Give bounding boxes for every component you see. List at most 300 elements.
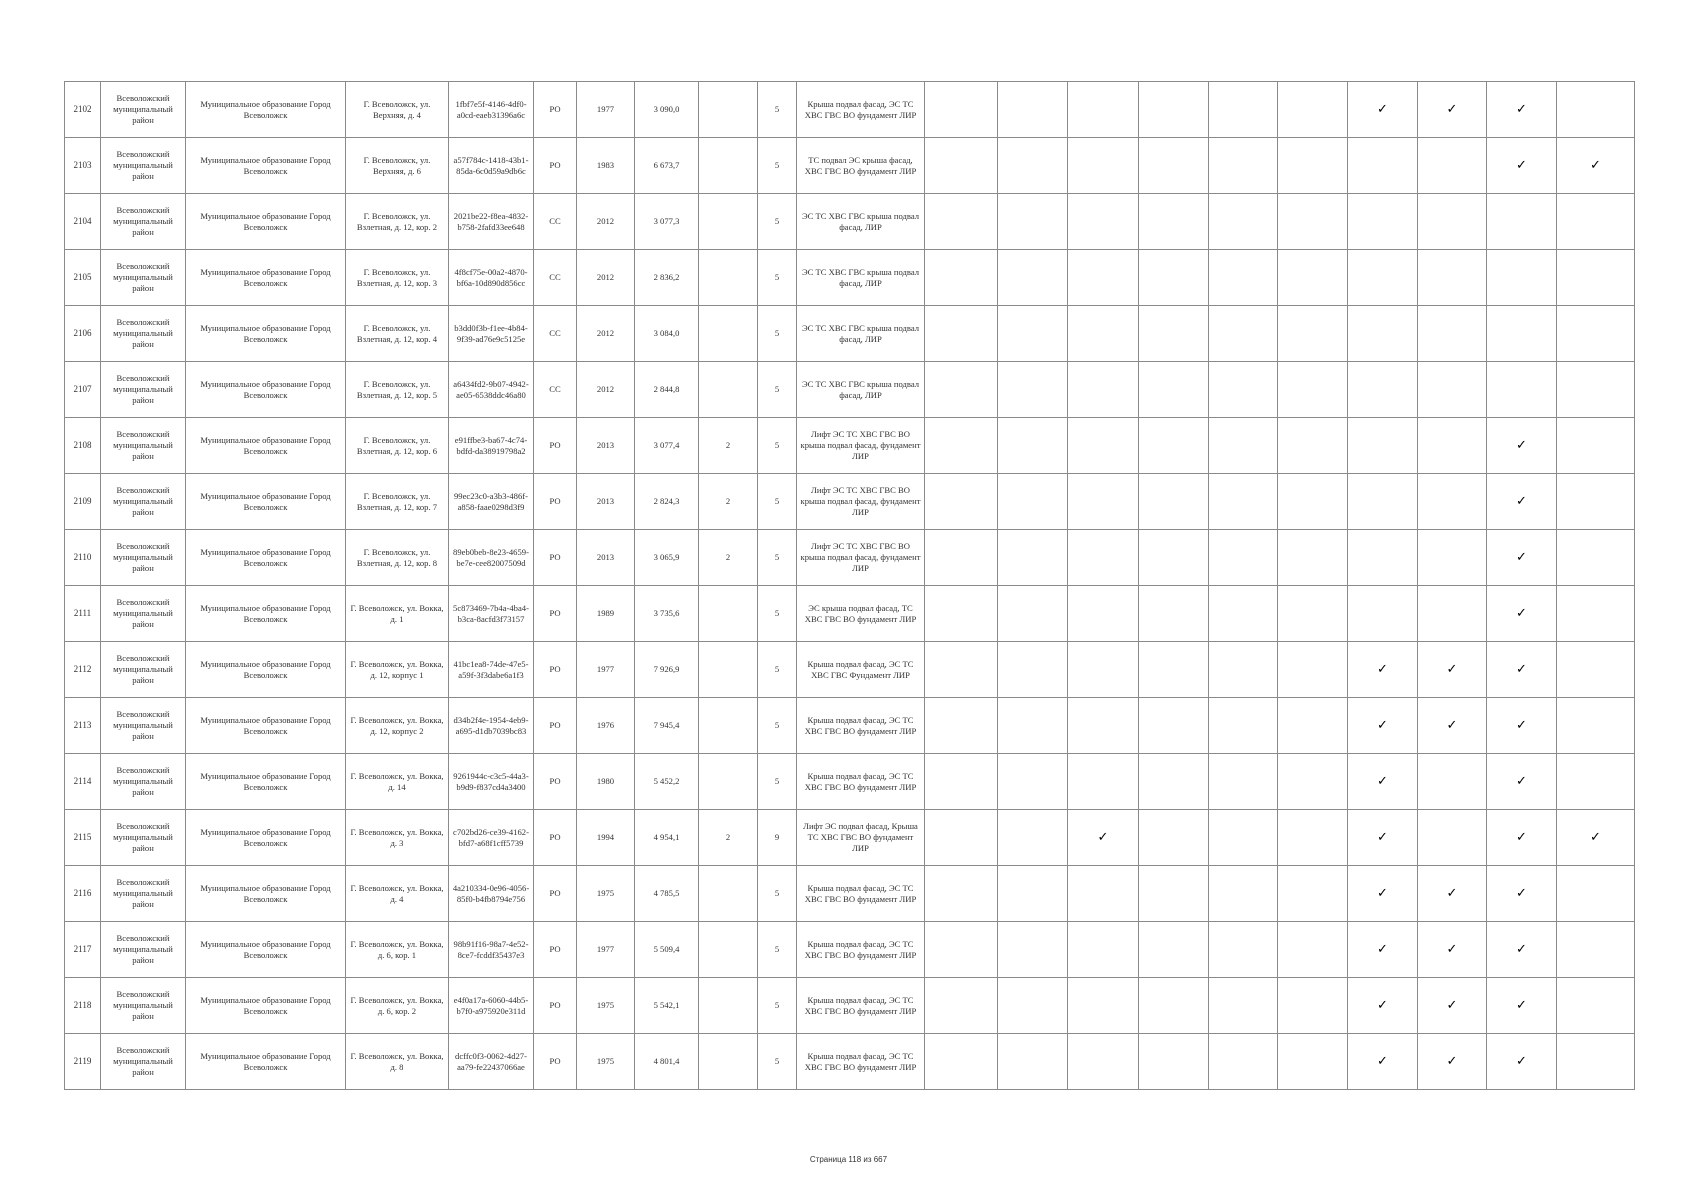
table-row (65, 306, 1635, 362)
area-cell: 7 945,4 (635, 698, 699, 754)
empty-check-cell (1418, 418, 1487, 474)
empty-check-cell (1487, 362, 1557, 418)
area-cell: 5 452,2 (635, 754, 699, 810)
year-built-cell: 1994 (577, 810, 635, 866)
works-list-cell: Крыша подвал фасад, ЭС ТС ХВС ГВС ВО фундамент ЛИР (797, 82, 925, 138)
checkmark-icon: ✓ (1487, 754, 1557, 810)
checkmark-icon: ✓ (1487, 810, 1557, 866)
address-cell: Г. Всеволожск, ул. Верхняя, д. 4 (346, 82, 449, 138)
empty-check-cell (1418, 306, 1487, 362)
empty-check-cell (1139, 866, 1209, 922)
table-row (65, 362, 1635, 418)
empty-check-cell (925, 418, 998, 474)
page-number-footer: Страница 118 из 667 (809, 1155, 888, 1164)
elevators-cell (699, 194, 758, 250)
year-built-cell: 2012 (577, 250, 635, 306)
works-list-cell: ЭС ТС ХВС ГВС крыша подвал фасад, ЛИР (797, 362, 925, 418)
works-list-cell: Крыша подвал фасад, ЭС ТС ХВС ГВС ВО фундамент ЛИР (797, 698, 925, 754)
year-built-cell: 1977 (577, 82, 635, 138)
empty-check-cell (1557, 698, 1635, 754)
row-number: 2116 (65, 866, 101, 922)
guid-cell: 4a210334-0e96-4056-85f0-b4fb8794e756 (449, 866, 534, 922)
address-cell: Г. Всеволожск, ул. Взлетная, д. 12, кор. 2 (346, 194, 449, 250)
area-cell: 7 926,9 (635, 642, 699, 698)
municipality-cell: Муниципальное образование Город Всеволожск (186, 474, 346, 530)
works-list-cell: Лифт ЭС подвал фасад, Крыша ТС ХВС ГВС ВО фундамент ЛИР (797, 810, 925, 866)
guid-cell: c702bd26-ce39-4162-bfd7-a68f1cff5739 (449, 810, 534, 866)
floors-cell: 5 (758, 250, 797, 306)
works-list-cell: ЭС ТС ХВС ГВС крыша подвал фасад, ЛИР (797, 194, 925, 250)
ownership-type-cell: РО (534, 642, 577, 698)
empty-check-cell (1348, 194, 1418, 250)
table-row (65, 698, 1635, 754)
empty-check-cell (925, 978, 998, 1034)
checkmark-icon: ✓ (1348, 642, 1418, 698)
year-built-cell: 2012 (577, 362, 635, 418)
empty-check-cell (1278, 194, 1348, 250)
checkmark-icon: ✓ (1487, 642, 1557, 698)
district-cell: Всеволожский муниципальный район (101, 530, 186, 586)
empty-check-cell (998, 810, 1068, 866)
district-cell: Всеволожский муниципальный район (101, 306, 186, 362)
empty-check-cell (1068, 642, 1139, 698)
empty-check-cell (1278, 586, 1348, 642)
empty-check-cell (925, 586, 998, 642)
address-cell: Г. Всеволожск, ул. Взлетная, д. 12, кор. 6 (346, 418, 449, 474)
elevators-cell (699, 250, 758, 306)
works-list-cell: Крыша подвал фасад, ЭС ТС ХВС ГВС ВО фундамент ЛИР (797, 922, 925, 978)
empty-check-cell (1418, 586, 1487, 642)
table-row (65, 194, 1635, 250)
year-built-cell: 1977 (577, 922, 635, 978)
empty-check-cell (1418, 810, 1487, 866)
empty-check-cell (1068, 138, 1139, 194)
empty-check-cell (1487, 250, 1557, 306)
empty-check-cell (998, 82, 1068, 138)
checkmark-icon: ✓ (1418, 642, 1487, 698)
empty-check-cell (925, 698, 998, 754)
municipality-cell: Муниципальное образование Город Всеволожск (186, 138, 346, 194)
empty-check-cell (1278, 138, 1348, 194)
empty-check-cell (998, 418, 1068, 474)
year-built-cell: 2012 (577, 194, 635, 250)
guid-cell: a6434fd2-9b07-4942-ae05-6538ddc46a80 (449, 362, 534, 418)
checkmark-icon: ✓ (1348, 922, 1418, 978)
empty-check-cell (1139, 418, 1209, 474)
year-built-cell: 1983 (577, 138, 635, 194)
works-list-cell: Крыша подвал фасад, ЭС ТС ХВС ГВС ВО фундамент ЛИР (797, 754, 925, 810)
empty-check-cell (1068, 418, 1139, 474)
works-list-cell: Крыша подвал фасад, ЭС ТС ХВС ГВС Фундамент ЛИР (797, 642, 925, 698)
address-cell: Г. Всеволожск, ул. Вокка, д. 12, корпус 1 (346, 642, 449, 698)
empty-check-cell (1209, 866, 1278, 922)
empty-check-cell (925, 138, 998, 194)
empty-check-cell (1209, 306, 1278, 362)
elevators-cell (699, 642, 758, 698)
works-list-cell: ЭС крыша подвал фасад, ТС ХВС ГВС ВО фундамент ЛИР (797, 586, 925, 642)
address-cell: Г. Всеволожск, ул. Вокка, д. 14 (346, 754, 449, 810)
empty-check-cell (1068, 922, 1139, 978)
empty-check-cell (1278, 698, 1348, 754)
row-number: 2107 (65, 362, 101, 418)
floors-cell: 5 (758, 194, 797, 250)
table-row (65, 138, 1635, 194)
address-cell: Г. Всеволожск, ул. Взлетная, д. 12, кор. 3 (346, 250, 449, 306)
empty-check-cell (998, 306, 1068, 362)
empty-check-cell (1418, 138, 1487, 194)
address-cell: Г. Всеволожск, ул. Взлетная, д. 12, кор. 5 (346, 362, 449, 418)
ownership-type-cell: РО (534, 138, 577, 194)
empty-check-cell (1068, 754, 1139, 810)
empty-check-cell (925, 530, 998, 586)
guid-cell: 5c873469-7b4a-4ba4-b3ca-8acfd3f73157 (449, 586, 534, 642)
table-row (65, 82, 1635, 138)
empty-check-cell (1068, 866, 1139, 922)
empty-check-cell (1418, 362, 1487, 418)
district-cell: Всеволожский муниципальный район (101, 698, 186, 754)
empty-check-cell (1557, 754, 1635, 810)
floors-cell: 5 (758, 922, 797, 978)
area-cell: 4 785,5 (635, 866, 699, 922)
elevators-cell (699, 586, 758, 642)
elevators-cell (699, 82, 758, 138)
empty-check-cell (998, 362, 1068, 418)
address-cell: Г. Всеволожск, ул. Вокка, д. 4 (346, 866, 449, 922)
empty-check-cell (1557, 474, 1635, 530)
empty-check-cell (925, 82, 998, 138)
table-row (65, 642, 1635, 698)
elevators-cell (699, 138, 758, 194)
area-cell: 3 077,4 (635, 418, 699, 474)
empty-check-cell (925, 754, 998, 810)
empty-check-cell (1348, 362, 1418, 418)
checkmark-icon: ✓ (1487, 82, 1557, 138)
empty-check-cell (1557, 250, 1635, 306)
row-number: 2117 (65, 922, 101, 978)
checkmark-icon: ✓ (1348, 82, 1418, 138)
empty-check-cell (1278, 530, 1348, 586)
elevators-cell (699, 754, 758, 810)
district-cell: Всеволожский муниципальный район (101, 754, 186, 810)
empty-check-cell (1278, 250, 1348, 306)
checkmark-icon: ✓ (1487, 922, 1557, 978)
empty-check-cell (1209, 530, 1278, 586)
empty-check-cell (1278, 1034, 1348, 1090)
empty-check-cell (1557, 922, 1635, 978)
empty-check-cell (1348, 250, 1418, 306)
empty-check-cell (998, 642, 1068, 698)
row-number: 2102 (65, 82, 101, 138)
address-cell: Г. Всеволожск, ул. Вокка, д. 8 (346, 1034, 449, 1090)
municipality-cell: Муниципальное образование Город Всеволожск (186, 82, 346, 138)
guid-cell: 99ec23c0-a3b3-486f-a858-faae0298d3f9 (449, 474, 534, 530)
checkmark-icon: ✓ (1418, 866, 1487, 922)
ownership-type-cell: РО (534, 418, 577, 474)
table-row (65, 530, 1635, 586)
table-row (65, 866, 1635, 922)
empty-check-cell (1209, 978, 1278, 1034)
works-list-cell: ТС подвал ЭС крыша фасад, ХВС ГВС ВО фундамент ЛИР (797, 138, 925, 194)
checkmark-icon: ✓ (1487, 698, 1557, 754)
table-row (65, 1034, 1635, 1090)
empty-check-cell (1139, 82, 1209, 138)
empty-check-cell (1278, 362, 1348, 418)
ownership-type-cell: СС (534, 306, 577, 362)
checkmark-icon: ✓ (1487, 138, 1557, 194)
empty-check-cell (925, 306, 998, 362)
table-row (65, 474, 1635, 530)
empty-check-cell (998, 474, 1068, 530)
empty-check-cell (1348, 306, 1418, 362)
elevators-cell (699, 362, 758, 418)
municipality-cell: Муниципальное образование Город Всеволожск (186, 418, 346, 474)
area-cell: 3 735,6 (635, 586, 699, 642)
district-cell: Всеволожский муниципальный район (101, 642, 186, 698)
empty-check-cell (1068, 698, 1139, 754)
empty-check-cell (1068, 1034, 1139, 1090)
checkmark-icon: ✓ (1348, 754, 1418, 810)
year-built-cell: 1976 (577, 698, 635, 754)
empty-check-cell (1557, 362, 1635, 418)
empty-check-cell (1418, 194, 1487, 250)
checkmark-icon: ✓ (1068, 810, 1139, 866)
empty-check-cell (925, 474, 998, 530)
empty-check-cell (925, 810, 998, 866)
checkmark-icon: ✓ (1557, 138, 1635, 194)
guid-cell: 9261944c-c3c5-44a3-b9d9-f837cd4a3400 (449, 754, 534, 810)
area-cell: 2 844,8 (635, 362, 699, 418)
checkmark-icon: ✓ (1487, 978, 1557, 1034)
empty-check-cell (1068, 250, 1139, 306)
empty-check-cell (1348, 418, 1418, 474)
municipality-cell: Муниципальное образование Город Всеволожск (186, 1034, 346, 1090)
checkmark-icon: ✓ (1348, 810, 1418, 866)
floors-cell: 5 (758, 306, 797, 362)
empty-check-cell (1557, 1034, 1635, 1090)
guid-cell: 98b91f16-98a7-4e52-8ce7-fcddf35437e3 (449, 922, 534, 978)
empty-check-cell (1139, 1034, 1209, 1090)
table-row (65, 586, 1635, 642)
floors-cell: 5 (758, 866, 797, 922)
municipality-cell: Муниципальное образование Город Всеволожск (186, 194, 346, 250)
municipality-cell: Муниципальное образование Город Всеволожск (186, 754, 346, 810)
empty-check-cell (925, 250, 998, 306)
empty-check-cell (1209, 474, 1278, 530)
empty-check-cell (1348, 530, 1418, 586)
checkmark-icon: ✓ (1487, 418, 1557, 474)
floors-cell: 5 (758, 754, 797, 810)
address-cell: Г. Всеволожск, ул. Верхняя, д. 6 (346, 138, 449, 194)
empty-check-cell (1209, 922, 1278, 978)
ownership-type-cell: РО (534, 698, 577, 754)
elevators-cell: 2 (699, 474, 758, 530)
empty-check-cell (1139, 250, 1209, 306)
ownership-type-cell: РО (534, 754, 577, 810)
checkmark-icon: ✓ (1418, 922, 1487, 978)
empty-check-cell (1557, 642, 1635, 698)
municipality-cell: Муниципальное образование Город Всеволожск (186, 810, 346, 866)
elevators-cell (699, 1034, 758, 1090)
empty-check-cell (1209, 754, 1278, 810)
guid-cell: d34b2f4e-1954-4eb9-a695-d1db7039bc83 (449, 698, 534, 754)
empty-check-cell (1278, 922, 1348, 978)
guid-cell: 41bc1ea8-74de-47e5-a59f-3f3dabe6a1f3 (449, 642, 534, 698)
empty-check-cell (1278, 866, 1348, 922)
works-list-cell: Лифт ЭС ТС ХВС ГВС ВО крыша подвал фасад, фундамент ЛИР (797, 418, 925, 474)
year-built-cell: 1980 (577, 754, 635, 810)
works-list-cell: Лифт ЭС ТС ХВС ГВС ВО крыша подвал фасад, фундамент ЛИР (797, 530, 925, 586)
district-cell: Всеволожский муниципальный район (101, 250, 186, 306)
district-cell: Всеволожский муниципальный район (101, 418, 186, 474)
checkmark-icon: ✓ (1418, 978, 1487, 1034)
works-list-cell: Крыша подвал фасад, ЭС ТС ХВС ГВС ВО фундамент ЛИР (797, 978, 925, 1034)
year-built-cell: 1977 (577, 642, 635, 698)
empty-check-cell (1278, 754, 1348, 810)
works-list-cell: Крыша подвал фасад, ЭС ТС ХВС ГВС ВО фундамент ЛИР (797, 866, 925, 922)
empty-check-cell (1278, 810, 1348, 866)
empty-check-cell (998, 530, 1068, 586)
checkmark-icon: ✓ (1348, 1034, 1418, 1090)
district-cell: Всеволожский муниципальный район (101, 138, 186, 194)
floors-cell: 5 (758, 978, 797, 1034)
elevators-cell (699, 306, 758, 362)
empty-check-cell (998, 698, 1068, 754)
address-cell: Г. Всеволожск, ул. Вокка, д. 3 (346, 810, 449, 866)
ownership-type-cell: СС (534, 194, 577, 250)
empty-check-cell (1209, 810, 1278, 866)
district-cell: Всеволожский муниципальный район (101, 586, 186, 642)
address-cell: Г. Всеволожск, ул. Взлетная, д. 12, кор. 8 (346, 530, 449, 586)
empty-check-cell (1418, 474, 1487, 530)
empty-check-cell (998, 586, 1068, 642)
empty-check-cell (1278, 474, 1348, 530)
empty-check-cell (1139, 642, 1209, 698)
empty-check-cell (1278, 82, 1348, 138)
address-cell: Г. Всеволожск, ул. Вокка, д. 6, кор. 1 (346, 922, 449, 978)
empty-check-cell (1278, 306, 1348, 362)
municipality-cell: Муниципальное образование Город Всеволожск (186, 866, 346, 922)
empty-check-cell (1068, 530, 1139, 586)
ownership-type-cell: РО (534, 586, 577, 642)
year-built-cell: 2012 (577, 306, 635, 362)
area-cell: 3 065,9 (635, 530, 699, 586)
row-number: 2112 (65, 642, 101, 698)
area-cell: 5 509,4 (635, 922, 699, 978)
empty-check-cell (998, 922, 1068, 978)
checkmark-icon: ✓ (1487, 586, 1557, 642)
area-cell: 3 084,0 (635, 306, 699, 362)
district-cell: Всеволожский муниципальный район (101, 978, 186, 1034)
year-built-cell: 2013 (577, 530, 635, 586)
empty-check-cell (1209, 1034, 1278, 1090)
empty-check-cell (1348, 138, 1418, 194)
elevators-cell (699, 978, 758, 1034)
empty-check-cell (1068, 362, 1139, 418)
guid-cell: e4f0a17a-6060-44b5-b7f0-a975920e311d (449, 978, 534, 1034)
elevators-cell: 2 (699, 418, 758, 474)
empty-check-cell (1068, 82, 1139, 138)
elevators-cell (699, 698, 758, 754)
empty-check-cell (1418, 754, 1487, 810)
year-built-cell: 1975 (577, 1034, 635, 1090)
row-number: 2111 (65, 586, 101, 642)
empty-check-cell (1139, 306, 1209, 362)
empty-check-cell (1139, 698, 1209, 754)
checkmark-icon: ✓ (1487, 530, 1557, 586)
municipality-cell: Муниципальное образование Город Всеволожск (186, 586, 346, 642)
checkmark-icon: ✓ (1487, 1034, 1557, 1090)
floors-cell: 5 (758, 1034, 797, 1090)
ownership-type-cell: РО (534, 474, 577, 530)
empty-check-cell (1139, 586, 1209, 642)
checkmark-icon: ✓ (1418, 698, 1487, 754)
empty-check-cell (998, 978, 1068, 1034)
empty-check-cell (1068, 474, 1139, 530)
municipality-cell: Муниципальное образование Город Всеволожск (186, 978, 346, 1034)
row-number: 2118 (65, 978, 101, 1034)
year-built-cell: 1975 (577, 978, 635, 1034)
empty-check-cell (1209, 642, 1278, 698)
district-cell: Всеволожский муниципальный район (101, 194, 186, 250)
checkmark-icon: ✓ (1487, 474, 1557, 530)
district-cell: Всеволожский муниципальный район (101, 82, 186, 138)
checkmark-icon: ✓ (1557, 810, 1635, 866)
empty-check-cell (1557, 866, 1635, 922)
empty-check-cell (1348, 474, 1418, 530)
empty-check-cell (1139, 922, 1209, 978)
empty-check-cell (1557, 586, 1635, 642)
guid-cell: a57f784c-1418-43b1-85da-6c0d59a9db6c (449, 138, 534, 194)
empty-check-cell (1278, 978, 1348, 1034)
empty-check-cell (1139, 138, 1209, 194)
address-cell: Г. Всеволожск, ул. Вокка, д. 1 (346, 586, 449, 642)
guid-cell: 2021be22-f8ea-4832-b758-2fafd33ee648 (449, 194, 534, 250)
row-number: 2105 (65, 250, 101, 306)
floors-cell: 5 (758, 586, 797, 642)
municipality-cell: Муниципальное образование Город Всеволожск (186, 362, 346, 418)
address-cell: Г. Всеволожск, ул. Вокка, д. 12, корпус 2 (346, 698, 449, 754)
table-row (65, 250, 1635, 306)
empty-check-cell (925, 922, 998, 978)
empty-check-cell (1068, 306, 1139, 362)
municipality-cell: Муниципальное образование Город Всеволожск (186, 250, 346, 306)
address-cell: Г. Всеволожск, ул. Вокка, д. 6, кор. 2 (346, 978, 449, 1034)
floors-cell: 5 (758, 698, 797, 754)
empty-check-cell (1209, 586, 1278, 642)
municipality-cell: Муниципальное образование Город Всеволожск (186, 698, 346, 754)
area-cell: 2 824,3 (635, 474, 699, 530)
checkmark-icon: ✓ (1348, 866, 1418, 922)
empty-check-cell (998, 754, 1068, 810)
year-built-cell: 2013 (577, 474, 635, 530)
row-number: 2119 (65, 1034, 101, 1090)
ownership-type-cell: РО (534, 1034, 577, 1090)
empty-check-cell (1139, 754, 1209, 810)
empty-check-cell (1139, 474, 1209, 530)
ownership-type-cell: СС (534, 250, 577, 306)
checkmark-icon: ✓ (1418, 1034, 1487, 1090)
floors-cell: 5 (758, 642, 797, 698)
row-number: 2114 (65, 754, 101, 810)
empty-check-cell (1418, 530, 1487, 586)
empty-check-cell (1209, 698, 1278, 754)
empty-check-cell (1139, 530, 1209, 586)
empty-check-cell (1068, 978, 1139, 1034)
empty-check-cell (1557, 530, 1635, 586)
guid-cell: 1fbf7e5f-4146-4df0-a0cd-eaeb31396a6c (449, 82, 534, 138)
address-cell: Г. Всеволожск, ул. Взлетная, д. 12, кор. 7 (346, 474, 449, 530)
empty-check-cell (998, 138, 1068, 194)
